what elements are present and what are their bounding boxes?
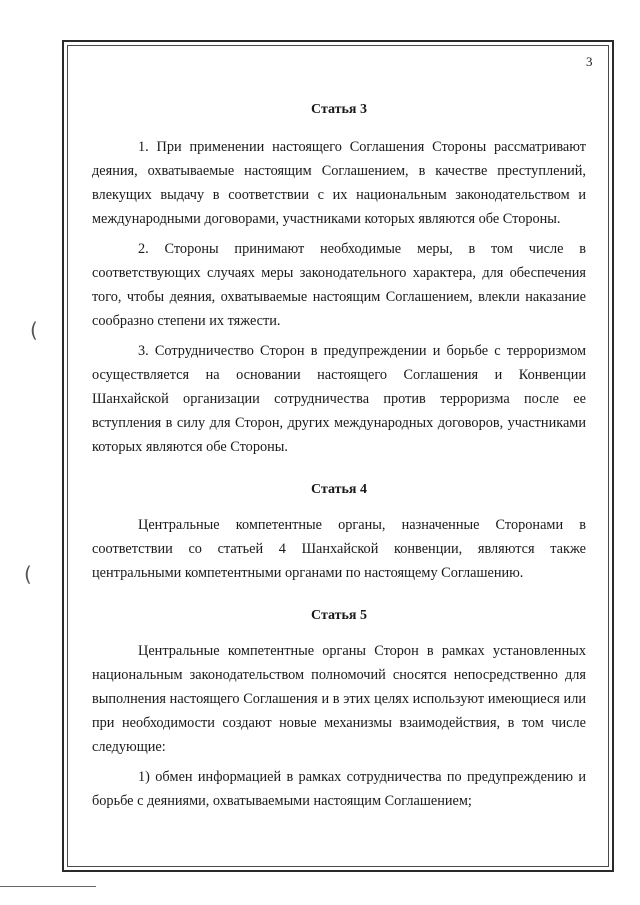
article-paragraph: Центральные компетентные органы Сторон в рамках установленных национальным законодательством полномочий сносятся непосредственно для выполнения настоящего Соглашения и в этих целях используют имеющиеся или при необходимости создают новые механизмы взаимодействия, в том числе следующие:: [92, 643, 586, 755]
margin-mark: (: [24, 562, 32, 586]
article-paragraph: 2. Стороны принимают необходимые меры, в том числе в соответствующих случаях меры законодательного характера, для обеспечения того, чтобы деяния, охватываемые настоящим Соглашением, влекли наказание сообразно степени их тяжести.: [92, 241, 586, 329]
page-number: 3: [586, 54, 593, 69]
article-heading: Статья 3: [311, 102, 367, 117]
article-paragraph: 1) обмен информацией в рамках сотрудничества по предупреждению и борьбе с деяниями, охватываемыми настоящим Соглашением;: [92, 769, 586, 809]
margin-mark: (: [30, 318, 38, 342]
article-heading: Статья 4: [311, 482, 367, 497]
article-paragraph: 1. При применении настоящего Соглашения Стороны рассматривают деяния, охватываемые настоящим Соглашением, в качестве преступлений, влекущих выдачу в соответствии с их национальным законодательством и международными договорами, участниками которых являются обе Стороны.: [92, 139, 586, 227]
article-paragraph: 3. Сотрудничество Сторон в предупреждении и борьбе с терроризмом осуществляется на основании настоящего Соглашения и Конвенции Шанхайской организации сотрудничества против терроризма после ее вступления в силу для Сторон, других международных договоров, участниками которых являются обе Стороны.: [92, 343, 586, 455]
article-paragraph: Центральные компетентные органы, назначенные Сторонами в соответствии со статьей 4 Шанхайской конвенции, являются также центральными компетентными органами по настоящему Соглашению.: [92, 517, 586, 581]
article-heading: Статья 5: [311, 608, 367, 623]
document-body: [92, 98, 586, 813]
bottom-scan-line: [0, 886, 96, 887]
